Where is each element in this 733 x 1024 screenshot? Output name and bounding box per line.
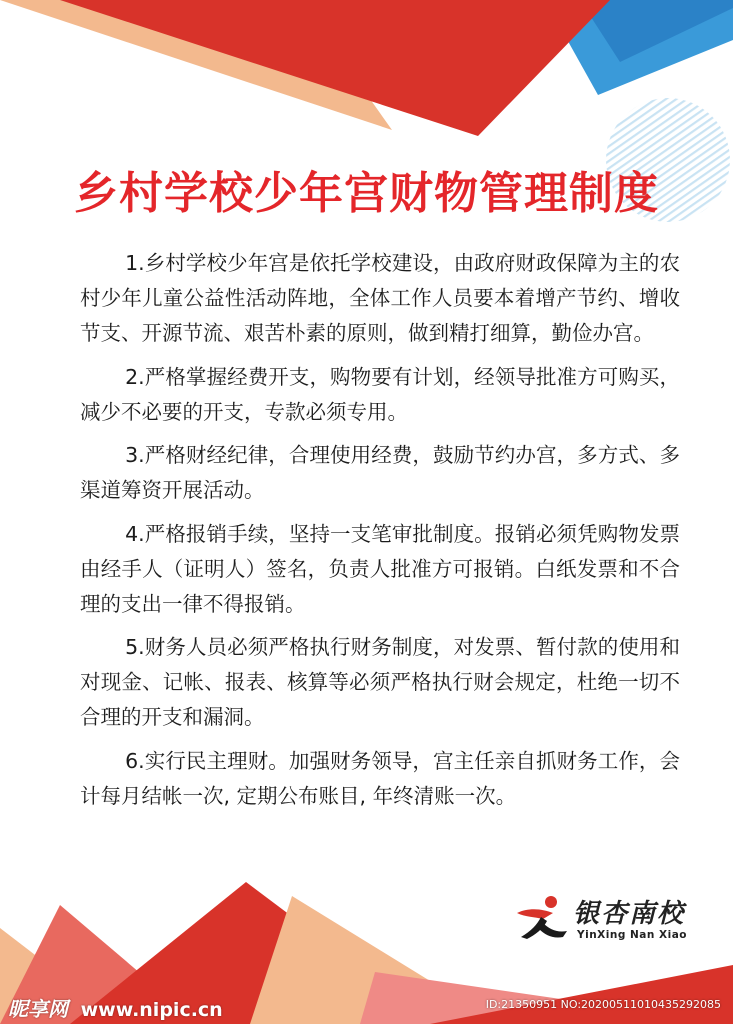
poster-title: 乡村学校少年宫财物管理制度 (74, 168, 659, 219)
school-logo (513, 893, 713, 949)
watermark-site (8, 993, 223, 1022)
regulation-item-2: 2.严格掌握经费开支，购物要有计划，经领导批准方可购买，减少不必要的开支，专款必须专用。 (80, 364, 680, 424)
watermark-url: www.nipic.cn (80, 999, 223, 1021)
logo-name-cn: 银杏南校 (573, 899, 686, 929)
top-red-triangle (60, 0, 610, 136)
regulation-body (80, 246, 680, 822)
regulation-item-5: 5.财务人员必须严格执行财务制度，对发票、暂付款的使用和对现金、记帐、报表、核算等必须严格执行财会规定，杜绝一切不合理的开支和漏洞。 (80, 635, 680, 729)
running-figure-icon (513, 893, 569, 945)
watermark-brand: 昵享网 (8, 997, 68, 1021)
regulation-item-3: 3.严格财经纪律，合理使用经费，鼓励节约办宫，多方式、多渠道筹资开展活动。 (80, 443, 680, 502)
logo-name-en: YinXing Nan Xiao (577, 929, 688, 941)
regulation-item-6: 6.实行民主理财。加强财务领导，宫主任亲自抓财务工作，会计每月结帐一次, 定期公布账目, 年终清账一次。 (80, 748, 680, 808)
regulation-item-1: 1.乡村学校少年宫是依托学校建设，由政府财政保障为主的农村少年儿童公益性活动阵地，全体工作人员要本着增产节约、增收节支、开源节流、艰苦朴素的原则，做到精打细算，勤俭办宫。 (80, 251, 680, 345)
watermark-id: ID:21350951 NO:20200511010435292085 (485, 998, 721, 1011)
regulation-item-4: 4.严格报销手续，坚持一支笔审批制度。报销必须凭购物发票由经手人（证明人）签名，负责人批准方可报销。白纸发票和不合理的支出一律不得报销。 (80, 521, 680, 616)
